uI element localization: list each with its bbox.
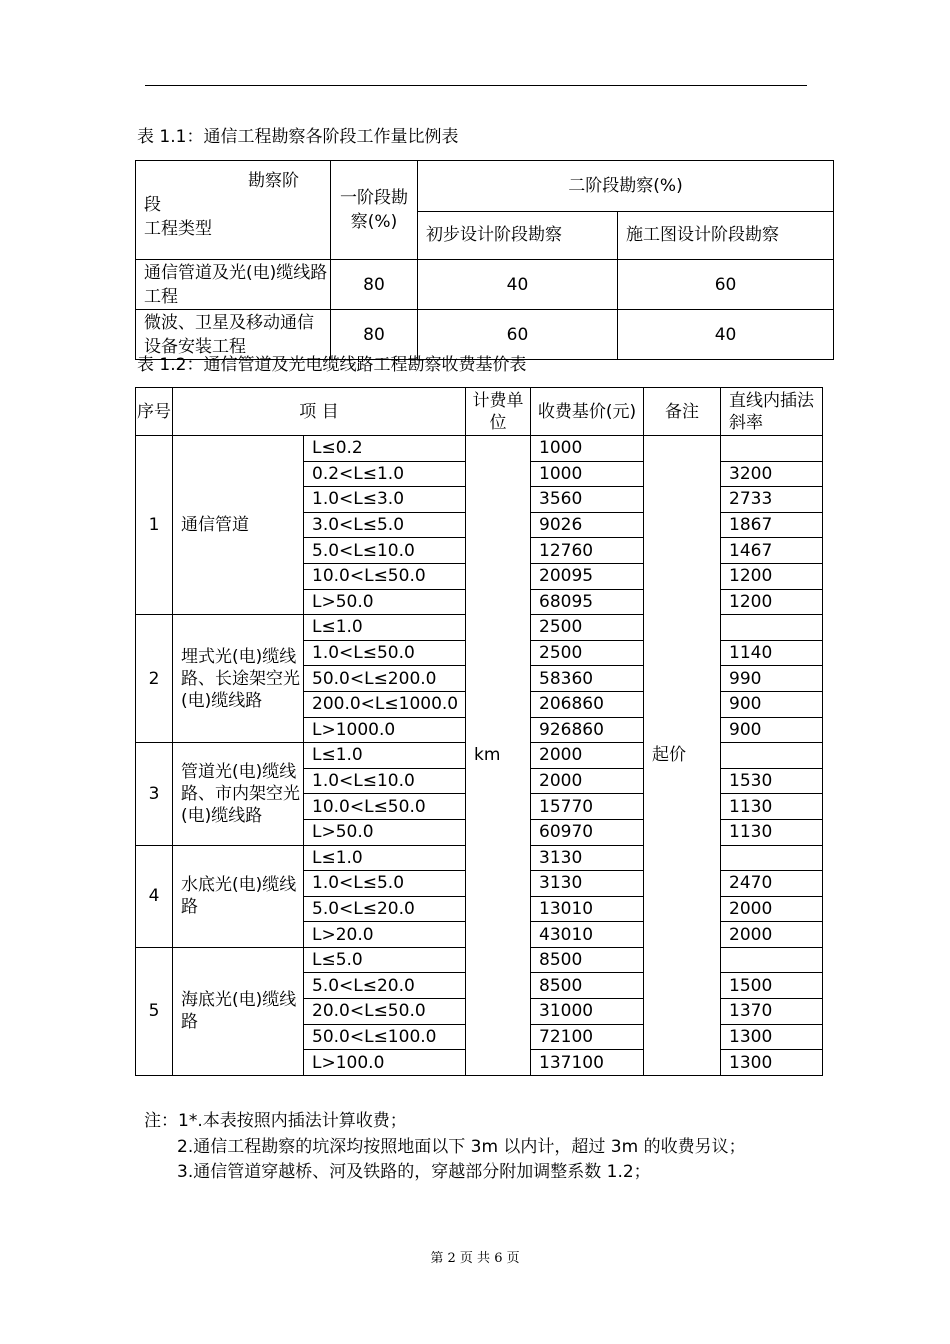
table2 (135, 387, 823, 1076)
stage1-value: 80 (331, 310, 418, 360)
price-cell: 12760 (531, 538, 644, 564)
group-number: 4 (136, 845, 173, 947)
group-number: 3 (136, 743, 173, 845)
price-cell: 2000 (531, 743, 644, 769)
price-cell: 3130 (531, 845, 644, 871)
slope-cell (721, 947, 823, 973)
price-cell: 206860 (531, 691, 644, 717)
range-cell: 1.0<L≤3.0 (304, 487, 466, 513)
group-number: 5 (136, 947, 173, 1075)
price-cell: 2500 (531, 615, 644, 641)
range-cell: L>1000.0 (304, 717, 466, 743)
construction-header: 施工图设计阶段勘察 (618, 211, 834, 259)
no-header: 序号 (136, 388, 173, 436)
price-cell: 60970 (531, 819, 644, 845)
price-cell: 3130 (531, 871, 644, 897)
prelim-value: 40 (418, 260, 618, 310)
price-cell: 926860 (531, 717, 644, 743)
construction-value: 60 (618, 260, 834, 310)
slope-cell: 1467 (721, 538, 823, 564)
slope-cell (721, 845, 823, 871)
group-name: 海底光(电)缆线路 (173, 947, 304, 1075)
price-cell: 1000 (531, 436, 644, 462)
price-cell: 20095 (531, 563, 644, 589)
table1-row (136, 310, 834, 360)
prelim-header: 初步设计阶段勘察 (418, 211, 618, 259)
range-cell: 1.0<L≤50.0 (304, 640, 466, 666)
slope-cell: 2470 (721, 871, 823, 897)
price-cell: 8500 (531, 973, 644, 999)
diag-top-label: 勘察阶 (248, 171, 299, 191)
slope-cell (721, 436, 823, 462)
slope-cell: 2000 (721, 896, 823, 922)
price-cell: 3560 (531, 487, 644, 513)
slope-cell: 1300 (721, 1050, 823, 1076)
note-line: 2.通信工程勘察的坑深均按照地面以下 3m 以内计，超过 3m 的收费另议； (177, 1137, 746, 1157)
price-cell: 43010 (531, 922, 644, 948)
stage1-value: 80 (331, 260, 418, 310)
price-cell: 9026 (531, 512, 644, 538)
price-cell: 15770 (531, 794, 644, 820)
slope-cell: 1370 (721, 999, 823, 1025)
remark-header: 备注 (644, 388, 721, 436)
range-cell: 5.0<L≤20.0 (304, 896, 466, 922)
group-name: 通信管道 (173, 436, 304, 615)
diag-mid-label: 段 (144, 195, 161, 215)
slope-cell: 1530 (721, 768, 823, 794)
range-cell: 10.0<L≤50.0 (304, 794, 466, 820)
slope-cell: 3200 (721, 461, 823, 487)
price-cell: 137100 (531, 1050, 644, 1076)
range-cell: L≤0.2 (304, 436, 466, 462)
range-cell: 50.0<L≤200.0 (304, 666, 466, 692)
table1 (135, 160, 834, 360)
range-cell: 10.0<L≤50.0 (304, 563, 466, 589)
price-header: 收费基价(元) (531, 388, 644, 436)
price-cell: 58360 (531, 666, 644, 692)
slope-cell (721, 743, 823, 769)
table1-caption: 表 1.1：通信工程勘察各阶段工作量比例表 (137, 127, 459, 147)
range-cell: 5.0<L≤20.0 (304, 973, 466, 999)
range-cell: L>100.0 (304, 1050, 466, 1076)
stage1-header: 一阶段勘察(%) (331, 161, 418, 260)
item-header: 项 目 (173, 388, 466, 436)
range-cell: 1.0<L≤10.0 (304, 768, 466, 794)
slope-cell: 1867 (721, 512, 823, 538)
price-cell: 13010 (531, 896, 644, 922)
price-cell: 72100 (531, 1024, 644, 1050)
slope-cell: 1300 (721, 1024, 823, 1050)
table2-header-row (136, 388, 823, 436)
range-cell: 5.0<L≤10.0 (304, 538, 466, 564)
stage2-header: 二阶段勘察(%) (418, 161, 834, 212)
slope-cell: 1140 (721, 640, 823, 666)
price-cell: 68095 (531, 589, 644, 615)
range-cell: 50.0<L≤100.0 (304, 1024, 466, 1050)
slope-cell: 900 (721, 691, 823, 717)
remark-cell: 起价 (644, 436, 721, 1076)
price-cell: 2000 (531, 768, 644, 794)
note-line: 注：1*.本表按照内插法计算收费； (144, 1111, 407, 1131)
prelim-value: 60 (418, 310, 618, 360)
slope-cell: 1130 (721, 794, 823, 820)
range-cell: 20.0<L≤50.0 (304, 999, 466, 1025)
project-type: 通信管道及光(电)缆线路工程 (136, 260, 331, 310)
slope-cell: 1200 (721, 563, 823, 589)
table1-diagonal-header (136, 161, 331, 260)
note-line: 3.通信管道穿越桥、河及铁路的，穿越部分附加调整系数 1.2； (177, 1162, 651, 1182)
slope-cell (721, 615, 823, 641)
price-cell: 1000 (531, 461, 644, 487)
range-cell: 0.2<L≤1.0 (304, 461, 466, 487)
slope-header: 直线内插法斜率 (721, 388, 823, 436)
range-cell: L≤1.0 (304, 845, 466, 871)
table2-caption: 表 1.2：通信管道及光电缆线路工程勘察收费基价表 (137, 355, 527, 375)
range-cell: 3.0<L≤5.0 (304, 512, 466, 538)
range-cell: 200.0<L≤1000.0 (304, 691, 466, 717)
construction-value: 40 (618, 310, 834, 360)
range-cell: L>20.0 (304, 922, 466, 948)
header-rule (145, 85, 807, 86)
slope-cell: 2000 (721, 922, 823, 948)
slope-cell: 900 (721, 717, 823, 743)
range-cell: L≤1.0 (304, 743, 466, 769)
group-name: 埋式光(电)缆线路、长途架空光(电)缆线路 (173, 615, 304, 743)
page-footer: 第 2 页 共 6 页 (430, 1251, 520, 1266)
project-type: 微波、卫星及移动通信设备安装工程 (136, 310, 331, 360)
table1-row (136, 260, 834, 310)
group-name: 水底光(电)缆线路 (173, 845, 304, 947)
slope-cell: 1200 (721, 589, 823, 615)
slope-cell: 2733 (721, 487, 823, 513)
slope-cell: 1130 (721, 819, 823, 845)
unit-header: 计费单位 (466, 388, 531, 436)
range-cell: L>50.0 (304, 589, 466, 615)
slope-cell: 990 (721, 666, 823, 692)
group-number: 1 (136, 436, 173, 615)
price-cell: 2500 (531, 640, 644, 666)
range-cell: L≤5.0 (304, 947, 466, 973)
range-cell: 1.0<L≤5.0 (304, 871, 466, 897)
slope-cell: 1500 (721, 973, 823, 999)
range-cell: L≤1.0 (304, 615, 466, 641)
range-cell: L>50.0 (304, 819, 466, 845)
group-number: 2 (136, 615, 173, 743)
diag-bottom-label: 工程类型 (144, 219, 212, 239)
group-name: 管道光(电)缆线路、市内架空光(电)缆线路 (173, 743, 304, 845)
price-cell: 8500 (531, 947, 644, 973)
table2-row (136, 436, 823, 462)
unit-cell: km (466, 436, 531, 1076)
price-cell: 31000 (531, 999, 644, 1025)
